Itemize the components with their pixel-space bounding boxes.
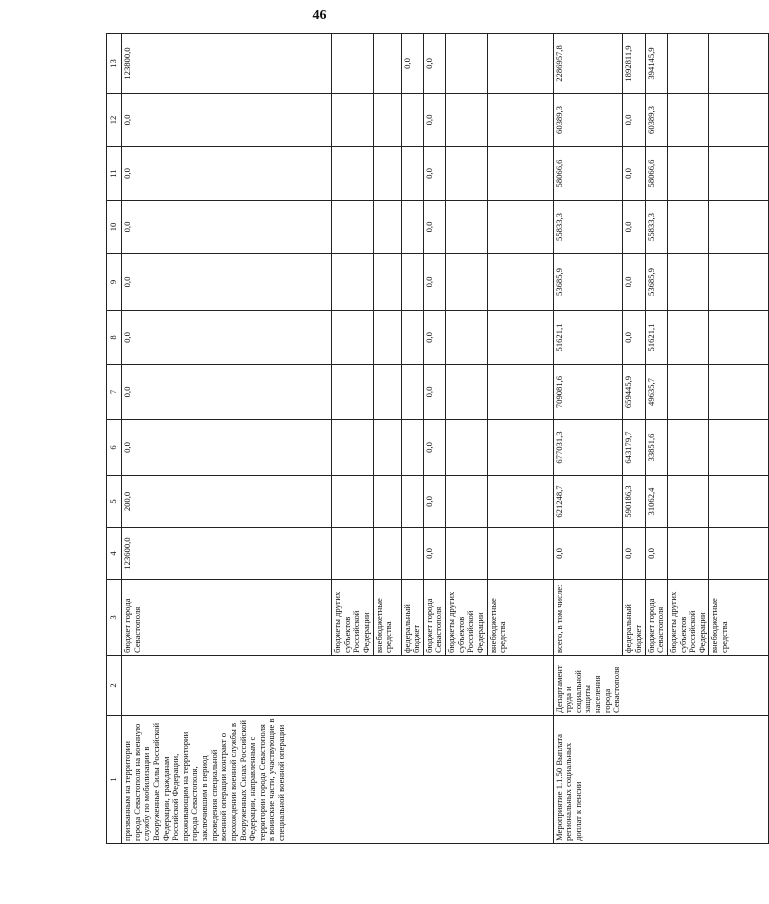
value-cell	[373, 528, 401, 580]
value-cell: 0,0	[645, 528, 667, 580]
funding-source-cell: бюджеты других субъектов Российской Федерации	[332, 580, 374, 656]
column-header-4: 4	[107, 528, 122, 580]
rotated-table-container	[106, 34, 729, 844]
value-cell: 0,0	[423, 365, 445, 420]
funding-source-cell: бюджет города Севастополя	[122, 580, 332, 656]
column-header-5: 5	[107, 476, 122, 528]
activity-cell	[332, 716, 374, 844]
column-header-12: 12	[107, 94, 122, 147]
value-cell	[332, 94, 374, 147]
executor-cell: Департамент труда и социальной защиты населения города Севастополя	[553, 656, 623, 716]
funding-source-cell: федеральный бюджет	[623, 580, 645, 656]
table-row	[122, 34, 332, 844]
activity-cell	[487, 716, 553, 844]
value-cell	[487, 311, 553, 365]
value-cell	[446, 420, 488, 476]
value-cell	[446, 94, 488, 147]
column-header-2: 2	[107, 656, 122, 716]
value-cell	[487, 420, 553, 476]
value-cell: 0,0	[423, 420, 445, 476]
value-cell: 677031,3	[553, 420, 623, 476]
value-cell: 123800,0	[122, 34, 332, 94]
value-cell: 0,0	[122, 365, 332, 420]
executor-cell	[373, 656, 401, 716]
value-cell	[487, 528, 553, 580]
funding-source-cell: федеральный бюджет	[401, 580, 423, 656]
value-cell	[446, 34, 488, 94]
value-cell	[446, 311, 488, 365]
value-cell: 0,0	[553, 528, 623, 580]
value-cell	[401, 147, 423, 201]
value-cell	[401, 420, 423, 476]
table-row	[401, 34, 423, 844]
value-cell	[709, 94, 769, 147]
value-cell	[401, 528, 423, 580]
value-cell	[487, 201, 553, 254]
value-cell: 0,0	[122, 147, 332, 201]
value-cell	[446, 476, 488, 528]
value-cell: 709081,6	[553, 365, 623, 420]
value-cell: 0,0	[122, 254, 332, 311]
value-cell	[487, 94, 553, 147]
value-cell	[373, 365, 401, 420]
value-cell	[373, 254, 401, 311]
value-cell	[667, 365, 709, 420]
column-header-8: 8	[107, 311, 122, 365]
value-cell: 55833,3	[645, 201, 667, 254]
value-cell: 53685,9	[645, 254, 667, 311]
value-cell	[709, 201, 769, 254]
value-cell	[332, 528, 374, 580]
value-cell: 200,0	[122, 476, 332, 528]
value-cell: 0,0	[122, 420, 332, 476]
funding-source-cell: всего, в том числе:	[553, 580, 623, 656]
value-cell	[667, 311, 709, 365]
activity-cell	[373, 716, 401, 844]
value-cell	[401, 311, 423, 365]
value-cell: 0,0	[623, 147, 645, 201]
value-cell	[373, 476, 401, 528]
value-cell	[709, 34, 769, 94]
rotated-table	[106, 34, 729, 844]
value-cell: 0,0	[423, 94, 445, 147]
value-cell: 0,0	[623, 94, 645, 147]
value-cell: 0,0	[423, 34, 445, 94]
value-cell	[332, 420, 374, 476]
column-header-10: 10	[107, 201, 122, 254]
table-row	[623, 34, 645, 844]
value-cell: 53685,9	[553, 254, 623, 311]
value-cell	[401, 201, 423, 254]
activity-cell	[623, 716, 645, 844]
value-cell	[709, 254, 769, 311]
table-row	[553, 34, 623, 844]
value-cell: 49635,7	[645, 365, 667, 420]
funding-source-cell: бюджеты других субъектов Российской Федерации	[667, 580, 709, 656]
column-header-1: 1	[107, 716, 122, 844]
value-cell	[446, 254, 488, 311]
value-cell	[709, 147, 769, 201]
value-cell	[487, 365, 553, 420]
value-cell	[332, 476, 374, 528]
activity-cell: Мероприятие 1.1.50 Выплата региональных социальных доплат к пенсии	[553, 716, 623, 844]
executor-cell	[623, 656, 645, 716]
executor-cell	[401, 656, 423, 716]
value-cell	[709, 528, 769, 580]
budget-table	[106, 33, 769, 844]
executor-cell	[122, 656, 332, 716]
executor-cell	[446, 656, 488, 716]
table-row	[446, 34, 488, 844]
value-cell: 0,0	[401, 34, 423, 94]
executor-cell	[645, 656, 667, 716]
funding-source-cell: бюджет города Севастополя	[645, 580, 667, 656]
value-cell: 51621,1	[553, 311, 623, 365]
table-row	[487, 34, 553, 844]
value-cell: 0,0	[423, 201, 445, 254]
value-cell: 1892811,9	[623, 34, 645, 94]
funding-source-cell: бюджеты других субъектов Российской Федерации	[446, 580, 488, 656]
value-cell	[373, 147, 401, 201]
value-cell: 0,0	[423, 528, 445, 580]
table-body	[107, 34, 769, 844]
value-cell: 2286957,8	[553, 34, 623, 94]
value-cell	[446, 365, 488, 420]
table-row	[373, 34, 401, 844]
activity-cell	[446, 716, 488, 844]
activity-cell	[667, 716, 709, 844]
value-cell	[667, 147, 709, 201]
value-cell: 31062,4	[645, 476, 667, 528]
value-cell: 33851,6	[645, 420, 667, 476]
value-cell	[373, 201, 401, 254]
value-cell	[332, 147, 374, 201]
funding-source-cell: внебюджетные средства	[373, 580, 401, 656]
value-cell	[709, 311, 769, 365]
value-cell	[667, 34, 709, 94]
executor-cell	[667, 656, 709, 716]
value-cell	[373, 34, 401, 94]
value-cell	[709, 476, 769, 528]
table-row	[667, 34, 709, 844]
value-cell: 0,0	[423, 476, 445, 528]
table-row	[332, 34, 374, 844]
value-cell	[487, 254, 553, 311]
activity-cell	[709, 716, 769, 844]
activity-cell	[423, 716, 445, 844]
value-cell	[332, 201, 374, 254]
header-row	[107, 34, 122, 844]
value-cell: 60389,3	[553, 94, 623, 147]
value-cell	[709, 420, 769, 476]
value-cell	[667, 254, 709, 311]
value-cell: 0,0	[423, 254, 445, 311]
value-cell	[709, 365, 769, 420]
value-cell: 58066,6	[553, 147, 623, 201]
column-header-6: 6	[107, 420, 122, 476]
activity-cell: призванным на территории города Севастополя на военную службу по мобилизации в Вооруженные Силы Российской Федерации, гражданам Российской Федерации, проживающим на территории города Севастополя, заключившим в период проведения специальной военной операции контракт о прохождении военной службы в Вооруженных Силах Российской Федерации, направленным с территории города Севастополя в воинские части, участвующие в специальной военной операции	[122, 716, 332, 844]
table-row	[423, 34, 445, 844]
value-cell	[487, 476, 553, 528]
value-cell	[487, 34, 553, 94]
value-cell	[446, 201, 488, 254]
value-cell: 0,0	[122, 94, 332, 147]
column-header-11: 11	[107, 147, 122, 201]
value-cell: 0,0	[623, 201, 645, 254]
value-cell: 0,0	[623, 528, 645, 580]
value-cell	[401, 476, 423, 528]
funding-source-cell: бюджет города Севастополя	[423, 580, 445, 656]
executor-cell	[487, 656, 553, 716]
value-cell	[446, 528, 488, 580]
value-cell: 51621,1	[645, 311, 667, 365]
value-cell: 0,0	[623, 254, 645, 311]
funding-source-cell: внебюджетные средства	[709, 580, 769, 656]
value-cell: 60389,3	[645, 94, 667, 147]
value-cell: 0,0	[423, 147, 445, 201]
value-cell	[373, 94, 401, 147]
value-cell	[667, 420, 709, 476]
value-cell: 659445,9	[623, 365, 645, 420]
column-header-9: 9	[107, 254, 122, 311]
value-cell: 123600,0	[122, 528, 332, 580]
executor-cell	[332, 656, 374, 716]
value-cell	[401, 254, 423, 311]
executor-cell	[423, 656, 445, 716]
value-cell	[332, 311, 374, 365]
value-cell: 0,0	[623, 311, 645, 365]
value-cell	[667, 94, 709, 147]
value-cell: 590186,3	[623, 476, 645, 528]
column-header-3: 3	[107, 580, 122, 656]
executor-cell	[709, 656, 769, 716]
value-cell	[667, 201, 709, 254]
table-row	[709, 34, 769, 844]
value-cell	[332, 34, 374, 94]
column-header-13: 13	[107, 34, 122, 94]
table-row	[645, 34, 667, 844]
value-cell: 0,0	[423, 311, 445, 365]
activity-cell	[645, 716, 667, 844]
value-cell	[667, 476, 709, 528]
value-cell: 0,0	[122, 311, 332, 365]
column-header-7: 7	[107, 365, 122, 420]
funding-source-cell: внебюджетные средства	[487, 580, 553, 656]
value-cell	[373, 311, 401, 365]
value-cell	[401, 365, 423, 420]
value-cell	[487, 147, 553, 201]
activity-cell	[401, 716, 423, 844]
value-cell: 0,0	[122, 201, 332, 254]
value-cell	[446, 147, 488, 201]
value-cell	[332, 365, 374, 420]
page-number: 46	[312, 8, 327, 23]
value-cell	[332, 254, 374, 311]
value-cell: 643179,7	[623, 420, 645, 476]
value-cell: 58066,6	[645, 147, 667, 201]
value-cell	[373, 420, 401, 476]
value-cell	[667, 528, 709, 580]
value-cell: 55833,3	[553, 201, 623, 254]
value-cell: 621248,7	[553, 476, 623, 528]
value-cell: 394145,9	[645, 34, 667, 94]
value-cell	[401, 94, 423, 147]
